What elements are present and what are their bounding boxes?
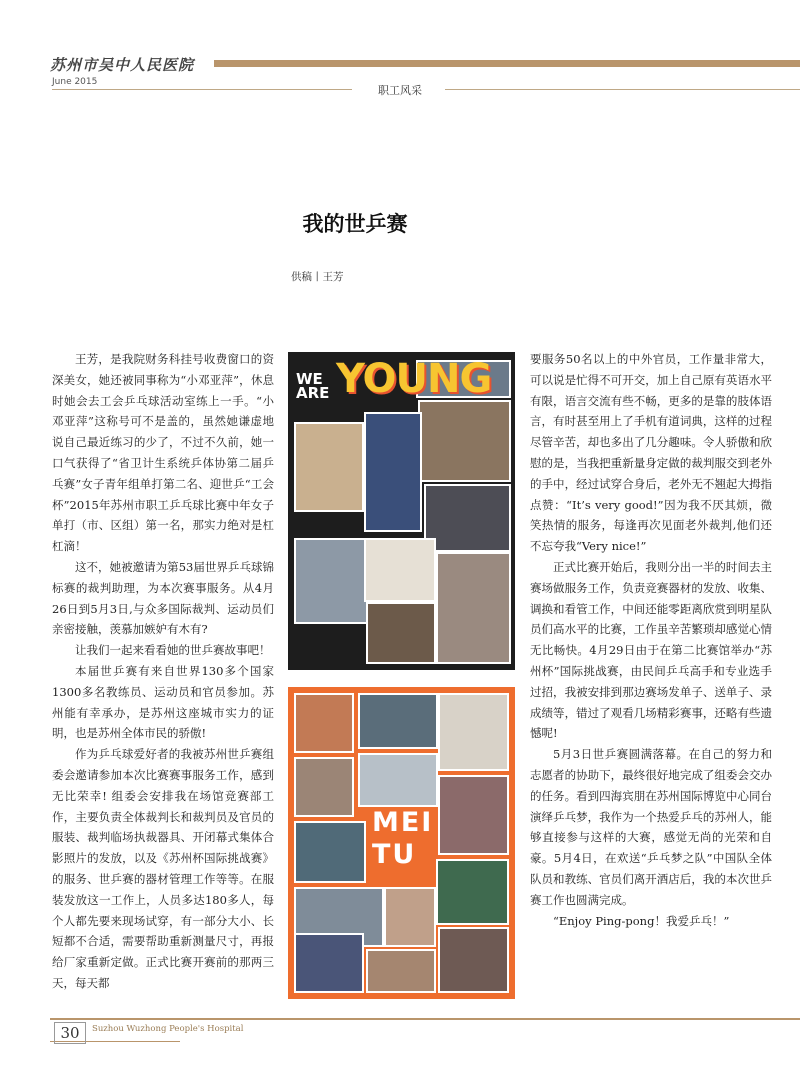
photo-collage-meitu	[288, 687, 515, 999]
paragraph: “Enjoy Ping-pong！我爱乒乓！”	[553, 913, 730, 928]
article-column-right	[530, 349, 772, 931]
paragraph: 让我们一起来看看她的世乒赛故事吧！	[75, 643, 271, 658]
article-byline: 供稿丨王芳	[291, 271, 344, 283]
collage-photo	[424, 484, 511, 552]
collage-photo	[418, 400, 511, 482]
collage-photo	[294, 821, 366, 883]
tu-tag: TU	[372, 839, 417, 870]
collage-photo	[436, 552, 511, 664]
collage-photo	[438, 775, 509, 855]
young-tag: YOUNG	[336, 356, 492, 402]
header-bar	[214, 60, 800, 67]
collage-photo	[366, 949, 436, 993]
footer-hospital-name: Suzhou Wuzhong People's Hospital	[92, 1024, 244, 1034]
paragraph: 5月3日世乒赛圆满落幕。在自己的努力和志愿者的协助下，最终很好地完成了组委会交办的任务。看到四海宾朋在苏州国际博览中心同台演绎乒乓梦，我作为一个热爱乒乓的苏州人，能够直接参与这样的大赛，感觉无尚的光荣和自豪。5月4日，在欢送“乒乓梦之队”中国队全体队员和教练、官员们离开酒店后，我的本次世乒赛工作也圆满完成。	[530, 747, 772, 907]
footer-divider	[50, 1018, 800, 1020]
paragraph: 要服务50名以上的中外官员，工作量非常大，可以说是忙得不可开交，加上自己原有英语水平有限，语言交流有些不畅，更多的是靠的肢体语言，有时甚至用上了手机有道词典，这样的过程尽管辛苦，却也多出了几分趣味。令人骄傲和欣慰的是，当我把重新量身定做的裁判服交到老外的手中，经过试穿合身后，老外无不翘起大拇指点赞：“It’s very good!”因为我不厌其烦，微笑热情的服务，每逢再次见面老外裁判,他们还不忘夸我“Very nice!”	[530, 352, 772, 554]
section-label: 职工风采	[378, 84, 422, 97]
collage-photo	[436, 859, 509, 925]
photo-collage-young	[288, 352, 515, 670]
collage-photo	[294, 422, 364, 512]
collage-photo	[294, 538, 370, 624]
collage-photo	[364, 412, 422, 532]
collage-photo	[438, 927, 509, 993]
collage-photo	[294, 933, 364, 993]
paragraph: 作为乒乓球爱好者的我被苏州世乒赛组委会邀请参加本次比赛赛事服务工作，感到无比荣幸! 组委会安排我在场馆竞赛部工作，主要负责全体裁判长和裁判员及官员的服装、裁判临场执裁器具、开闭幕式集体合影照片的发放，以及《苏州杯国际挑战赛》的服务、世乒赛的器材管理工作等等。在服装发放这一工作上，人员多达180多人，每个人都先要来现场试穿，有一部分大小、长短都不合适，需要帮助重新测量尺寸，再报给厂家重新定做。正式比赛开赛前的那两三天，每天都	[52, 747, 274, 990]
collage-photo	[294, 693, 354, 753]
header-divider	[52, 89, 352, 90]
article-title: 我的世乒赛	[302, 212, 408, 236]
hospital-logo-text: 苏州市吴中人民医院	[50, 56, 195, 74]
article-column-left	[52, 349, 274, 994]
collage-photo	[358, 753, 438, 807]
collage-photo	[384, 887, 436, 947]
issue-date: June 2015	[52, 77, 98, 87]
paragraph: 王芳，是我院财务科挂号收费窗口的资深美女，她还被同事称为“小邓亚萍”，休息时她会去工会乒乓球活动室练上一手。“小邓亚萍”这称号可不是盖的，虽然她谦虚地说自己最近练习的少了，不过不久前，她一口气获得了“省卫计生系统乒体协第二届乒乓赛”女子青年组单打第二名、迎世乒“工会杯”2015年苏州市职工乒乓球比赛中年女子单打（市、区组）第一名，那实力绝对是杠杠滴！	[52, 352, 274, 554]
page-number: 30	[54, 1022, 86, 1044]
collage-photo	[294, 757, 354, 817]
collage-photo	[358, 693, 438, 749]
section-divider	[445, 89, 800, 90]
collage-photo	[366, 602, 436, 664]
mei-tag: MEI	[372, 807, 434, 838]
paragraph: 本届世乒赛有来自世界130多个国家1300多名教练员、运动员和官员参加。苏州能有幸承办，是苏州这座城市实力的证明，也是苏州全体市民的骄傲!	[52, 663, 274, 741]
paragraph: 这不，她被邀请为第53届世界乒乓球锦标赛的裁判助理，为本次赛事服务。从4月26日到5月3日,与众多国际裁判、运动员们亲密接触，羡慕加嫉妒有木有?	[52, 559, 274, 637]
collage-photo	[438, 693, 509, 771]
paragraph: 正式比赛开始后，我则分出一半的时间去主赛场做服务工作，负责竞赛器材的发放、收集、调换和看管工作，中间还能零距离欣赏到明星队员们高水平的比赛，工作虽辛苦繁琐却感觉心情无比畅快。4月29日由于在第二比赛馆举办“苏州杯”国际挑战赛，由民间乒乓高手和专业选手过招，我被安排到那边赛场发单子、送单子、录成绩等，错过了观看几场精彩赛事，还略有些遗憾呢!	[530, 559, 772, 741]
we-are-tag: WE ARE	[296, 370, 330, 402]
collage-photo	[364, 538, 436, 602]
